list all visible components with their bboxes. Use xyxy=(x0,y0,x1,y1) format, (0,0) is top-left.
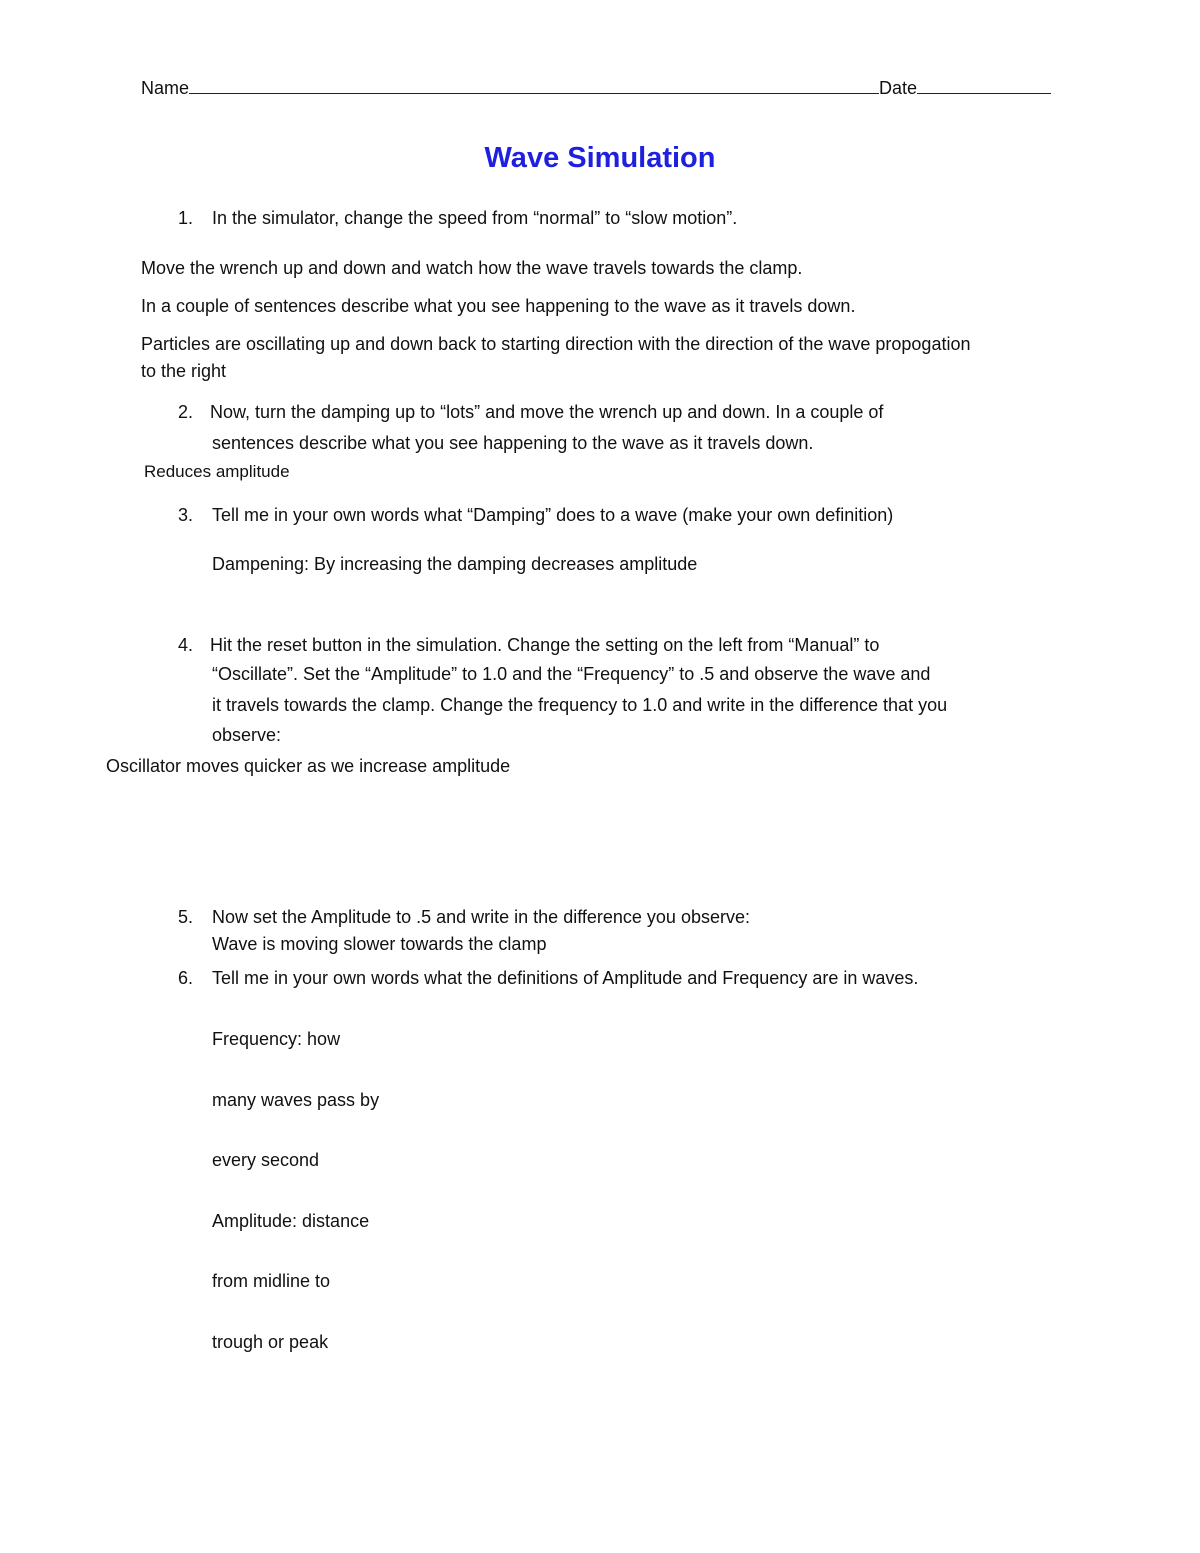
question-4-number: 4. xyxy=(178,635,194,655)
question-2-number: 2. xyxy=(178,402,194,422)
question-1-prompt: In a couple of sentences describe what you see happening to the wave as it travels down. xyxy=(141,296,856,316)
question-1-text: In the simulator, change the speed from “normal” to “slow motion”. xyxy=(212,208,738,228)
question-4-text-line-3: it travels towards the clamp. Change the frequency to 1.0 and write in the difference that you xyxy=(212,695,948,715)
question-4-text-line-2: “Oscillate”. Set the “Amplitude” to 1.0 and the “Frequency” to .5 and observe the wave and xyxy=(212,664,931,684)
question-6-answer-line: every second xyxy=(212,1150,320,1170)
question-4-text-line-4: observe: xyxy=(212,725,282,745)
question-6-answer-line: trough or peak xyxy=(212,1332,329,1352)
question-2-text-line-1: Now, turn the damping up to “lots” and move the wrench up and down. In a couple of xyxy=(210,402,884,422)
name-blank-line[interactable] xyxy=(189,75,879,94)
question-1-number: 1. xyxy=(178,208,194,228)
question-6-text: Tell me in your own words what the definitions of Amplitude and Frequency are in waves. xyxy=(212,968,919,988)
question-2-answer: Reduces amplitude xyxy=(144,462,290,481)
question-3-answer: Dampening: By increasing the damping decreases amplitude xyxy=(212,554,698,574)
question-1-answer-line-2: to the right xyxy=(141,361,227,381)
date-blank-line[interactable] xyxy=(917,75,1051,94)
question-6-answer-line: Frequency: how xyxy=(212,1029,341,1049)
question-6-answer-line: from midline to xyxy=(212,1271,331,1291)
name-field-row xyxy=(141,75,1051,100)
question-3-text: Tell me in your own words what “Damping” does to a wave (make your own definition) xyxy=(212,505,894,525)
name-label: Name xyxy=(141,78,190,98)
question-6-answer-line: Amplitude: distance xyxy=(212,1211,370,1231)
question-5-number: 5. xyxy=(178,907,194,927)
date-label: Date xyxy=(879,78,918,98)
question-1-instruction: Move the wrench up and down and watch how the wave travels towards the clamp. xyxy=(141,258,803,278)
question-2-text-line-2: sentences describe what you see happening to the wave as it travels down. xyxy=(212,433,814,453)
question-4-text-line-1: Hit the reset button in the simulation. Change the setting on the left from “Manual” to xyxy=(210,635,880,655)
question-6-answer-line: many waves pass by xyxy=(212,1090,380,1110)
question-5-answer: Wave is moving slower towards the clamp xyxy=(212,934,547,954)
question-4-answer: Oscillator moves quicker as we increase amplitude xyxy=(106,756,511,776)
question-3-number: 3. xyxy=(178,505,194,525)
page-title: Wave Simulation xyxy=(484,142,716,174)
question-1-answer-line-1: Particles are oscillating up and down back to starting direction with the direction of the wave propogation xyxy=(141,334,971,354)
question-6-number: 6. xyxy=(178,968,194,988)
question-5-text: Now set the Amplitude to .5 and write in the difference you observe: xyxy=(212,907,750,927)
